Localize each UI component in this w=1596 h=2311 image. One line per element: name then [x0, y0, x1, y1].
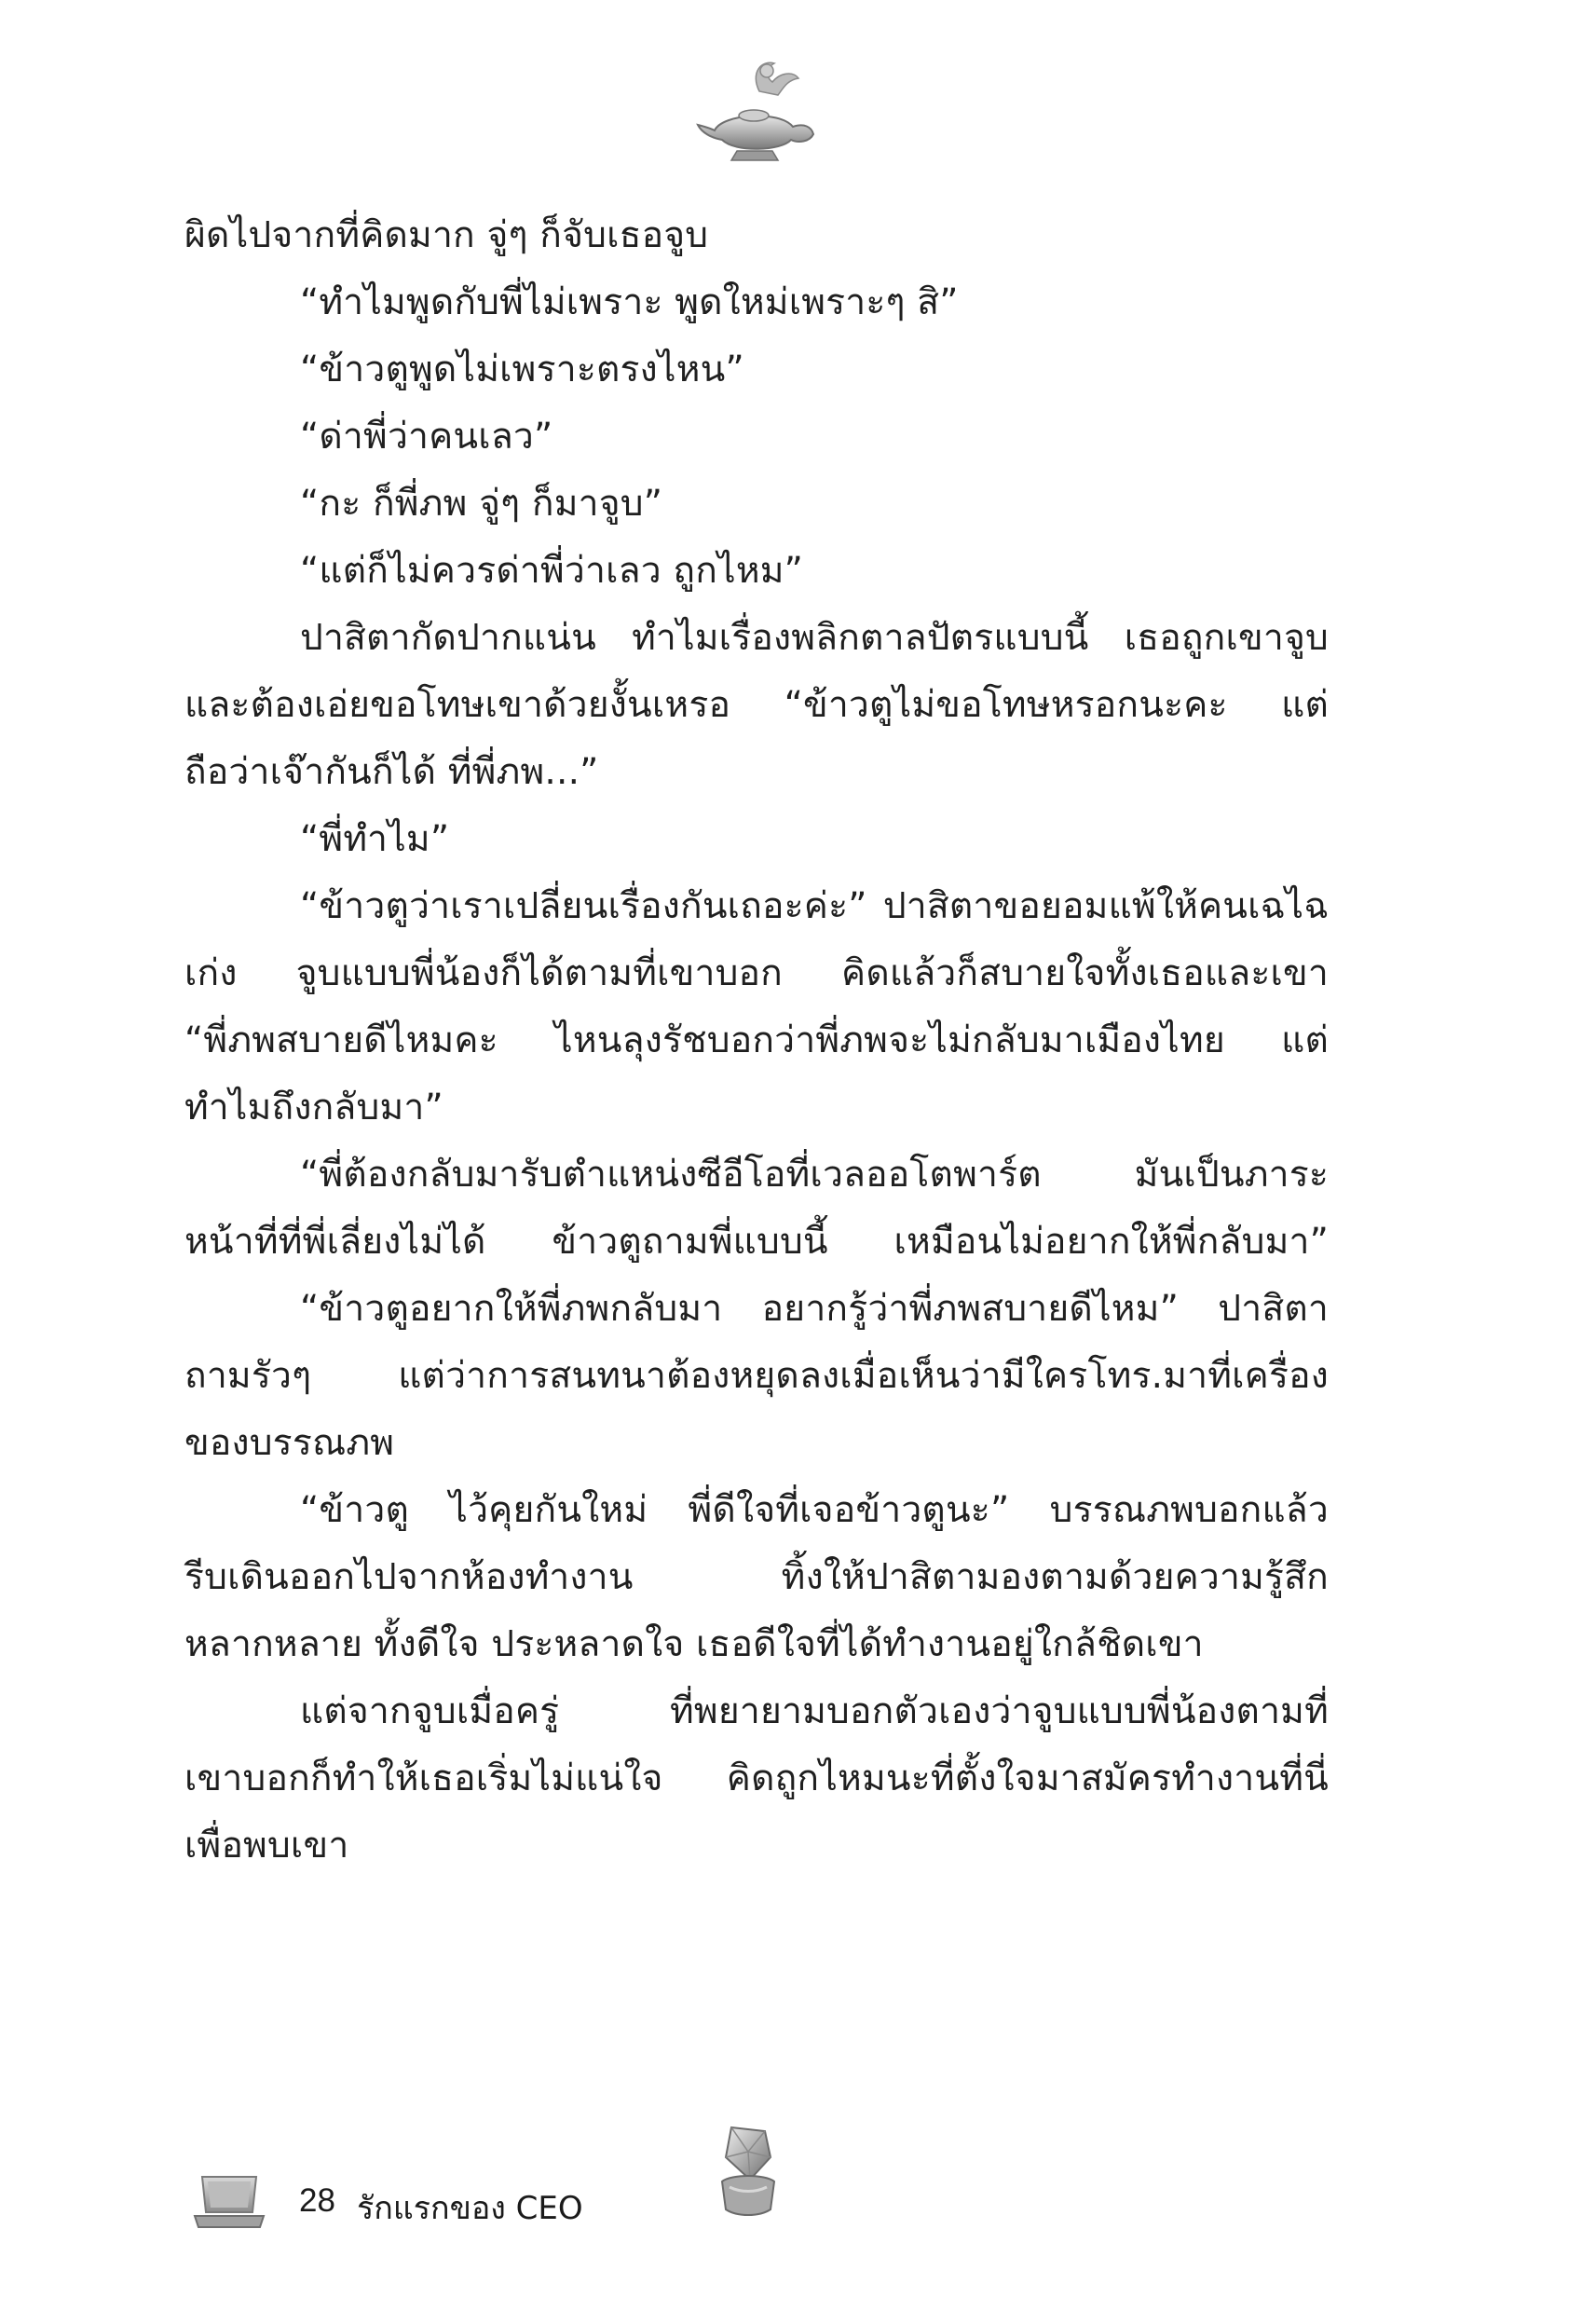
text-line: ผิดไปจากที่คิดมาก จู่ๆ ก็จับเธอจูบ — [184, 214, 709, 256]
text-line: “พี่ทำไม” — [300, 818, 450, 860]
laptop-icon — [191, 2173, 267, 2231]
text-line: “พี่ต้องกลับมารับตำแหน่งซีอีโอที่เวลออโตพาร์ต มันเป็นภาระ — [300, 1154, 1329, 1196]
text-line: ถือว่าเจ๊ากันก็ได้ ที่พี่ภพ...” — [184, 751, 599, 793]
text-line: หลากหลาย ทั้งดีใจ ประหลาดใจ เธอดีใจที่ได้ทำงานอยู่ใกล้ชิดเขา — [184, 1623, 1204, 1665]
text-line: “กะ ก็พี่ภพ จู่ๆ ก็มาจูบ” — [300, 483, 663, 525]
text-line: “ข้าวตูว่าเราเปลี่ยนเรื่องกันเถอะค่ะ” ปาสิตาขอยอมแพ้ให้คนเฉไฉ — [300, 885, 1329, 927]
text-line: รีบเดินออกไปจากห้องทำงาน ทิ้งให้ปาสิตามองตามด้วยความรู้สึก — [184, 1556, 1329, 1598]
text-line: ถามรัวๆ แต่ว่าการสนทนาต้องหยุดลงเมื่อเห็นว่ามีใครโทร.มาที่เครื่อง — [184, 1355, 1329, 1397]
text-line: หน้าที่ที่พี่เลี่ยงไม่ได้ ข้าวตูถามพี่แบบนี้ เหมือนไม่อยากให้พี่กลับมา” — [184, 1221, 1329, 1263]
book-title: รักแรกของ CEO — [357, 2190, 583, 2227]
text-line: “แต่ก็ไม่ควรด่าพี่ว่าเลว ถูกไหม” — [300, 550, 804, 592]
text-line: “ทำไมพูดกับพี่ไม่เพราะ พูดใหม่เพราะๆ สิ” — [300, 281, 959, 323]
text-line: เขาบอกก็ทำให้เธอเริ่มไม่แน่ใจ คิดถูกไหมนะที่ตั้งใจมาสมัครทำงานที่นี่ — [184, 1757, 1329, 1799]
page-number: 28 — [299, 2182, 335, 2219]
text-line: “ข้าวตูพูดไม่เพราะตรงไหน” — [300, 349, 744, 390]
text-line: เพื่อพบเขา — [184, 1825, 349, 1867]
text-line: ของบรรณภพ — [184, 1422, 395, 1464]
text-line: ปาสิตากัดปากแน่น ทำไมเรื่องพลิกตาลปัตรแบบนี้ เธอถูกเขาจูบ — [300, 617, 1329, 659]
magic-lamp-cupid-icon — [694, 54, 820, 166]
text-line: เก่ง จูบแบบพี่น้องก็ได้ตามที่เขาบอก คิดแล้วก็สบายใจทั้งเธอและเขา — [184, 952, 1329, 994]
text-line: และต้องเอ่ยขอโทษเขาด้วยงั้นเหรอ “ข้าวตูไม่ขอโทษหรอกนะคะ แต่ — [184, 684, 1329, 726]
text-line: “ข้าวตูอยากให้พี่ภพกลับมา อยากรู้ว่าพี่ภพสบายดีไหม” ปาสิตา — [300, 1288, 1329, 1330]
page-footer — [191, 2162, 750, 2232]
text-line: “ข้าวตู ไว้คุยกันใหม่ พี่ดีใจที่เจอข้าวตูนะ” บรรณภพบอกแล้ว — [300, 1489, 1329, 1531]
text-line: แต่จากจูบเมื่อครู่ ที่พยายามบอกตัวเองว่าจูบแบบพี่น้องตามที่ — [300, 1690, 1329, 1732]
text-line: “ด่าพี่ว่าคนเลว” — [300, 416, 553, 458]
text-line: ทำไมถึงกลับมา” — [184, 1087, 443, 1128]
text-line: “พี่ภพสบายดีไหมคะ ไหนลุงรัชบอกว่าพี่ภพจะไม่กลับมาเมืองไทย แต่ — [184, 1019, 1329, 1061]
